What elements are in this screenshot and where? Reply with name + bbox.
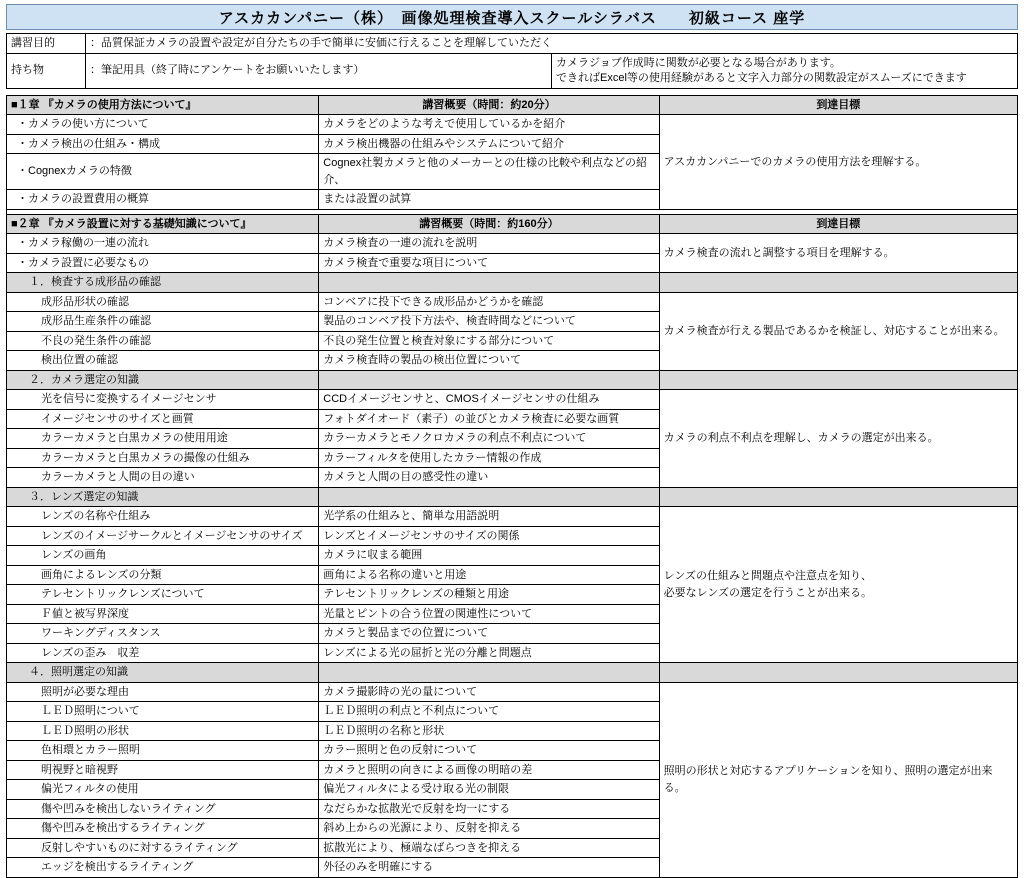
topic-outline: カメラに収まる範囲 xyxy=(319,546,659,566)
topic-outline: ＬＥＤ照明の利点と不利点について xyxy=(319,702,659,722)
chapter-header-row xyxy=(7,214,1018,234)
topic-outline: 光量とピントの合う位置の関連性について xyxy=(319,604,659,624)
belongings-text: ：筆記用具（終了時にアンケートをお願いいたします） xyxy=(86,53,552,88)
topic-outline: カメラ検査の一連の流れを説明 xyxy=(319,234,659,254)
topic-outline: または設置の試算 xyxy=(319,190,659,210)
topic-label: ＬＥＤ照明について xyxy=(7,702,319,722)
goal-column-header: 到達目標 xyxy=(659,214,1017,234)
topic-outline: 偏光フィルタによる受け取る光の制限 xyxy=(319,780,659,800)
table-row xyxy=(7,292,1018,312)
topic-outline: カメラと製品までの位置について xyxy=(319,624,659,644)
goal-line-1: カメラの利点不利点を理解し、カメラの選定が出来る。 xyxy=(663,432,939,445)
topic-label: 偏光フィルタの使用 xyxy=(7,780,319,800)
topic-label: ・カメラ設置に必要なもの xyxy=(7,253,319,273)
topic-outline: 拡散光により、極端なばらつきを抑える xyxy=(319,838,659,858)
topic-label: 画角によるレンズの分類 xyxy=(7,565,319,585)
section-label: ４．照明選定の知識 xyxy=(7,663,319,683)
topic-label: 光を信号に変換するイメージセンサ xyxy=(7,390,319,410)
chapter-header-row xyxy=(7,95,1018,115)
section-outline-blank xyxy=(319,273,659,293)
topic-label: 成形品形状の確認 xyxy=(7,292,319,312)
section-row xyxy=(7,487,1018,507)
topic-label: イメージセンサのサイズと画質 xyxy=(7,409,319,429)
topic-goal: アスカカンパニーでのカメラの使用方法を理解する。 xyxy=(659,115,1017,210)
goal-line-1: カメラ検査の流れと調整する項目を理解する。 xyxy=(663,246,895,259)
topic-label: レンズのイメージサークルとイメージセンサのサイズ xyxy=(7,526,319,546)
topic-label: レンズの名称や仕組み xyxy=(7,507,319,527)
goal-line-2: 必要なレンズの選定を行うことが出来る。 xyxy=(663,586,873,599)
table-row xyxy=(7,682,1018,702)
topic-outline: カメラと照明の向きによる画像の明暗の差 xyxy=(319,760,659,780)
topic-outline: カメラ検査時の製品の検出位置について xyxy=(319,351,659,371)
section-row xyxy=(7,273,1018,293)
topic-label: 照明が必要な理由 xyxy=(7,682,319,702)
goal-blank xyxy=(659,663,1017,683)
purpose-row xyxy=(7,34,1018,54)
topic-outline: 斜め上からの光源により、反射を抑える xyxy=(319,819,659,839)
chapter-title: ■２章 『カメラ設置に対する基礎知識について』 xyxy=(7,214,319,234)
belongings-row xyxy=(7,53,1018,88)
section-label: ２．カメラ選定の知識 xyxy=(7,370,319,390)
topic-outline: なだらかな拡散光で反射を均一にする xyxy=(319,799,659,819)
table-row xyxy=(7,390,1018,410)
topic-goal xyxy=(659,390,1017,488)
topic-label: 明視野と暗視野 xyxy=(7,760,319,780)
goal-line-1: 照明の形状と対応するアプリケーションを知り、照明の選定が出来る。 xyxy=(663,765,993,794)
topic-outline: フォトダイオード（素子）の並びとカメラ検査に必要な画質 xyxy=(319,409,659,429)
topic-outline: カメラをどのような考えで使用しているかを紹介 xyxy=(319,115,659,135)
section-row xyxy=(7,663,1018,683)
table-row xyxy=(7,234,1018,254)
topic-outline: カラーカメラとモノクロカメラの利点不利点について xyxy=(319,429,659,449)
topic-outline: Cognex社製カメラと他のメーカーとの仕様の比較や利点などの紹介、 xyxy=(319,154,659,190)
topic-label: ・カメラの設置費用の概算 xyxy=(7,190,319,210)
outline-column-header: 講習概要（時間：約20分） xyxy=(319,95,659,115)
topic-outline: カメラと人間の目の感受性の違い xyxy=(319,468,659,488)
topic-label: テレセントリックレンズについて xyxy=(7,585,319,605)
section-label: １．検査する成形品の確認 xyxy=(7,273,319,293)
topic-label: レンズの画角 xyxy=(7,546,319,566)
goal-blank xyxy=(659,273,1017,293)
topic-label: カラーカメラと白黒カメラの撮像の仕組み xyxy=(7,448,319,468)
topic-outline: 外径のみを明確にする xyxy=(319,858,659,878)
topic-label: カラーカメラと人間の目の違い xyxy=(7,468,319,488)
topic-label: 成形品生産条件の確認 xyxy=(7,312,319,332)
topic-label: ・Cognexカメラの特徴 xyxy=(7,154,319,190)
topic-outline: 製品のコンベア投下方法や、検査時間などについて xyxy=(319,312,659,332)
topic-outline: 画角による名称の違いと用途 xyxy=(319,565,659,585)
topic-outline: CCDイメージセンサと、CMOSイメージセンサの仕組み xyxy=(319,390,659,410)
topic-label: 傷や凹みを検出しないライティング xyxy=(7,799,319,819)
section-outline-blank xyxy=(319,487,659,507)
topic-goal xyxy=(659,234,1017,273)
topic-label: 反射しやすいものに対するライティング xyxy=(7,838,319,858)
goal-column-header: 到達目標 xyxy=(659,95,1017,115)
topic-outline: レンズとイメージセンサのサイズの関係 xyxy=(319,526,659,546)
note-line-2: できればExcel等の使用経験があると文字入力部分の関数設定がスムーズにできます xyxy=(556,71,967,84)
topic-label: ・カメラの使い方について xyxy=(7,115,319,135)
goal-blank xyxy=(659,370,1017,390)
topic-outline: ＬＥＤ照明の名称と形状 xyxy=(319,721,659,741)
note-line-1: カメラジョブ作成時に関数が必要となる場合があります。 xyxy=(556,56,841,69)
topic-label: カラーカメラと白黒カメラの使用用途 xyxy=(7,429,319,449)
section-outline-blank xyxy=(319,370,659,390)
section-row xyxy=(7,370,1018,390)
topic-outline: カメラ撮影時の光の量について xyxy=(319,682,659,702)
purpose-text: ：品質保証カメラの設置や設定が自分たちの手で簡単に安価に行えることを理解していただく xyxy=(86,34,1018,54)
section-label: ３．レンズ選定の知識 xyxy=(7,487,319,507)
topic-label: ワーキングディスタンス xyxy=(7,624,319,644)
topic-label: 色相環とカラー照明 xyxy=(7,741,319,761)
topic-label: ＬＥＤ照明の形状 xyxy=(7,721,319,741)
chapter-title: ■１章 『カメラの使用方法について』 xyxy=(7,95,319,115)
page-title: アスカカンパニー（株） 画像処理検査導入スクールシラバス 初級コース 座学 xyxy=(6,4,1018,30)
topic-outline: 不良の発生位置と検査対象にする部分について xyxy=(319,331,659,351)
belongings-label: 持ち物 xyxy=(7,53,86,88)
goal-line-1: レンズの仕組みと問題点や注意点を知り、 xyxy=(663,570,873,583)
topic-outline: コンベアに投下できる成形品かどうかを確認 xyxy=(319,292,659,312)
topic-label: Ｆ値と被写界深度 xyxy=(7,604,319,624)
topic-outline: カラー照明と色の反射について xyxy=(319,741,659,761)
section-outline-blank xyxy=(319,663,659,683)
topic-outline: テレセントリックレンズの種類と用途 xyxy=(319,585,659,605)
topic-goal xyxy=(659,292,1017,370)
topic-label: レンズの歪み 収差 xyxy=(7,643,319,663)
topic-goal xyxy=(659,507,1017,663)
goal-line-1: カメラ検査が行える製品であるかを検証し、対応することが出来る。 xyxy=(663,324,1005,337)
table-row xyxy=(7,115,1018,135)
note-cell xyxy=(552,53,1018,88)
topic-outline: カメラ検出機器の仕組みやシステムについて紹介 xyxy=(319,134,659,154)
topic-label: ・カメラ検出の仕組み・構成 xyxy=(7,134,319,154)
purpose-label: 講習目的 xyxy=(7,34,86,54)
table-row xyxy=(7,507,1018,527)
outline-column-header: 講習概要（時間：約160分） xyxy=(319,214,659,234)
goal-blank xyxy=(659,487,1017,507)
topic-outline: レンズによる光の屈折と光の分離と問題点 xyxy=(319,643,659,663)
topic-label: 不良の発生条件の確認 xyxy=(7,331,319,351)
topic-outline: カメラ検査で重要な項目について xyxy=(319,253,659,273)
meta-table xyxy=(6,33,1018,89)
topic-outline: 光学系の仕組みと、簡単な用語説明 xyxy=(319,507,659,527)
topic-goal xyxy=(659,682,1017,877)
topic-outline: カラーフィルタを使用したカラー情報の作成 xyxy=(319,448,659,468)
topic-label: エッジを検出するライティング xyxy=(7,858,319,878)
topic-label: 検出位置の確認 xyxy=(7,351,319,371)
topic-label: ・カメラ稼働の一連の流れ xyxy=(7,234,319,254)
topic-label: 傷や凹みを検出するライティング xyxy=(7,819,319,839)
syllabus-table xyxy=(6,95,1018,878)
